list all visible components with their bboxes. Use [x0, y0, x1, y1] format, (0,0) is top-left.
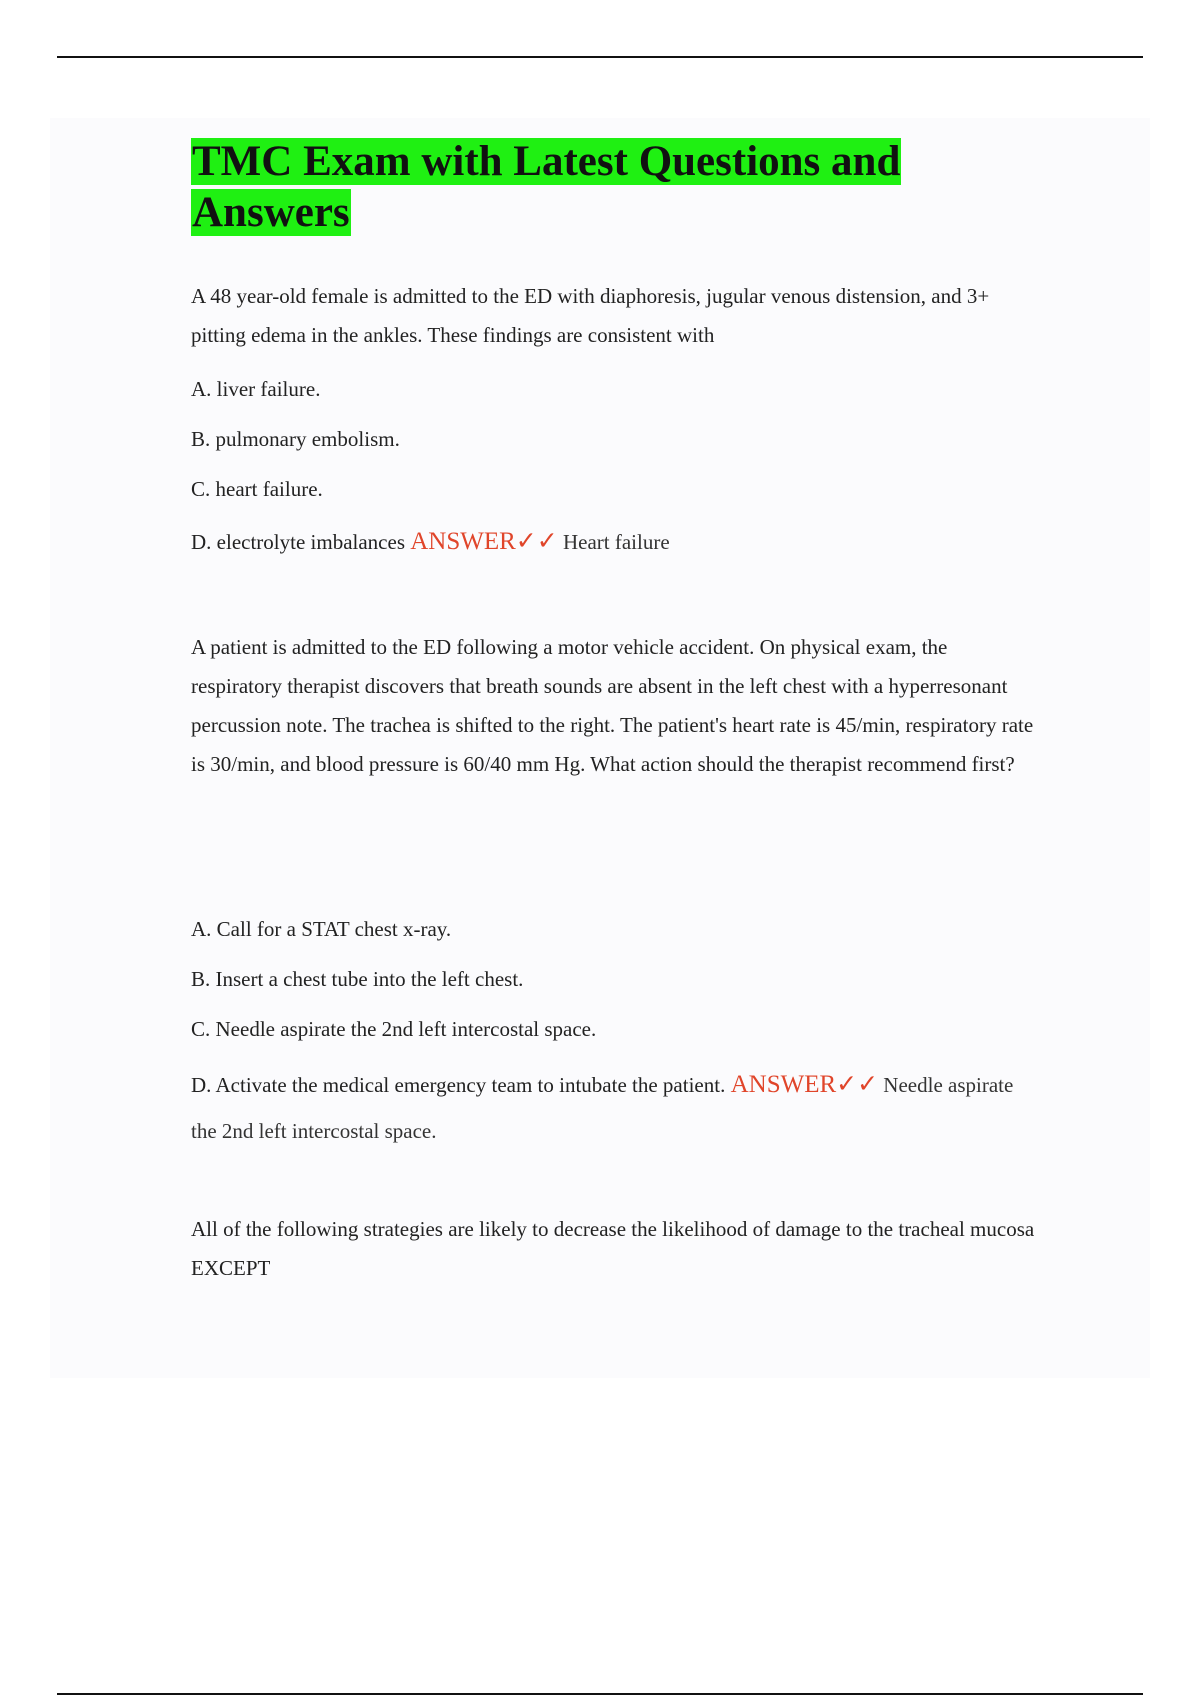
question-1-stem: A 48 year-old female is admitted to the ED with diaphoresis, jugular venous distension, and 3+ pitting edema in the ankles. These findings are consistent with [191, 284, 990, 347]
question-2-option-a: A. Call for a STAT chest x-ray. [191, 917, 452, 941]
question-1-option-d [191, 526, 1041, 558]
question-2-option-b: B. Insert a chest tube into the left chest. [191, 967, 524, 991]
question-1-option-d-text: D. electrolyte imbalances [191, 530, 405, 554]
title-highlight: TMC Exam with Latest Questions and Answers [192, 138, 901, 236]
question-1-answer-label: ANSWER✓✓ [410, 528, 558, 555]
question-2-option-d [191, 1062, 1041, 1154]
header-rule [57, 56, 1143, 58]
question-1-option-c: C. heart failure. [191, 477, 323, 501]
question-2-stem: A patient is admitted to the ED following a motor vehicle accident. On physical exam, the respiratory therapist discovers that breath sounds are absent in the left chest with a hyperresonant percussion note. The trachea is shifted to the right. The patient's heart rate is 45/min, respiratory rate is 30/min, and blood pressure is 60/40 mm Hg. What action should the therapist recommend first? [191, 635, 1034, 776]
question-1-answer-text: Heart failure [562, 530, 670, 554]
question-2-answer-text: Needle aspirate the 2nd left intercostal space. [191, 1073, 1014, 1143]
question-1-option-b: B. pulmonary embolism. [191, 427, 400, 451]
question-1-option-a: A. liver failure. [191, 377, 321, 401]
document-content [191, 136, 1041, 1288]
footer-rule [57, 1693, 1143, 1695]
question-2-option-d-text: D. Activate the medical emergency team to intubate the patient. [191, 1073, 726, 1097]
question-2-answer-label: ANSWER✓✓ [730, 1071, 879, 1098]
question-3-stem: All of the following strategies are likely to decrease the likelihood of damage to the tracheal mucosa EXCEPT [191, 1217, 1035, 1280]
question-2-option-c: C. Needle aspirate the 2nd left intercostal space. [191, 1017, 597, 1041]
document-title [191, 136, 1041, 238]
